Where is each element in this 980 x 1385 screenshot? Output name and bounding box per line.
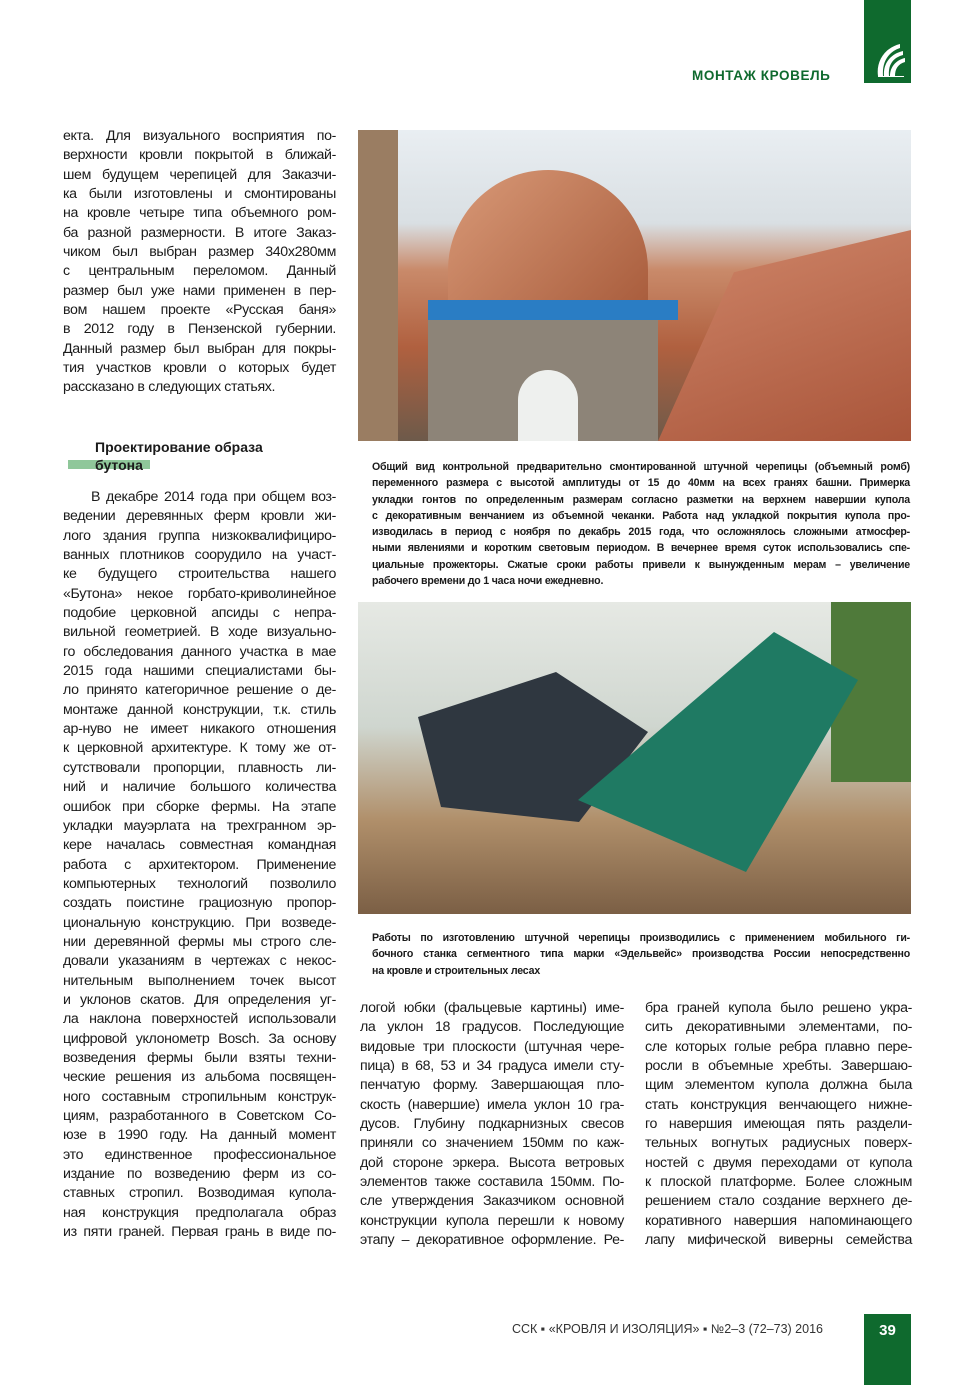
text-line: сле которых голые ребра плавно пере- <box>645 1038 912 1055</box>
text-line: на кровле и строительных лесах <box>372 964 541 977</box>
text-line: Работы по изготовлению штучной черепицы производились с применением мобильного ги- <box>372 932 910 944</box>
text-line: 2015 года нашими специалистами бы- <box>63 663 336 680</box>
text-line: ба разной размерности. В итоге Заказ- <box>63 224 336 241</box>
text-line: с декоративным венчанием из объемной чеканки. Работа над укладкой покрытия купола про- <box>372 509 910 522</box>
text-line: к церковной архитектуре. К тому же от- <box>63 740 336 757</box>
text-line: скость (навершие) имела уклон 10 гра- <box>360 1096 624 1113</box>
text-line: ар-нуво не имеет никакого отношения <box>63 721 336 738</box>
text-line: из пяти граней. Первая грань в виде по- <box>63 1224 336 1241</box>
text-line: екта. Для визуального восприятия по- <box>63 128 336 144</box>
text-line: Данный размер был выбран для покры- <box>63 340 336 357</box>
text-line: дусов. Глубину подкарнизных свесов <box>360 1116 624 1133</box>
column-1-intro <box>63 127 336 398</box>
text-line: ошибок при сборке фермы. На этапе <box>63 798 336 815</box>
text-line: лого здания группа низкоквалифициро- <box>63 527 336 544</box>
section-heading-line: Проектирование образа <box>95 439 263 455</box>
text-line: дой стороне эркера. Высота ветровых <box>360 1154 624 1171</box>
text-line: довали указаниям в чертежах с некос- <box>63 953 336 970</box>
text-line: тия участков кровли о которых будет <box>63 360 336 377</box>
text-line: это единственное профессиональное <box>63 1146 336 1163</box>
text-line: вом нашем проекте «Русская баня» <box>63 302 336 319</box>
photo-dome-tiles <box>358 130 911 441</box>
section-heading <box>95 438 263 474</box>
text-line: пенчатую форму. Завершающая пло- <box>360 1077 624 1094</box>
text-line: сутствовали пропорции, плавность ли- <box>63 759 336 776</box>
text-line: подобие церковной апсиды с непра- <box>63 605 336 622</box>
text-line: работа с архитектором. Применение <box>63 856 336 873</box>
text-line: на кровле четыре типа объемного ром- <box>63 205 336 222</box>
text-line: Общий вид контрольной предварительно смонтированной штучной черепицы (объемный ромб) <box>372 461 910 473</box>
text-line: видовые три плоскости (штучная чере- <box>360 1038 624 1055</box>
text-line: в 2012 году в Пензенской губернии. <box>63 321 336 338</box>
text-line: росли в объемные хребты. Завершаю- <box>645 1058 912 1075</box>
text-line: нии деревянной фермы мы строго сле- <box>63 933 336 950</box>
photo-bending-machine <box>358 602 911 914</box>
text-line: компьютерных технологий позволило <box>63 875 336 892</box>
text-line: ло принято категоричное решение о де- <box>63 682 336 699</box>
magazine-logo <box>864 0 911 83</box>
section-heading-line: бутона <box>95 457 143 473</box>
text-line: решением стало создание верхнего де- <box>645 1193 912 1210</box>
text-line: тельных вогнутых радиусных поверх- <box>645 1135 912 1152</box>
footer-publication: ССК ▪ «КРОВЛЯ И ИЗОЛЯЦИЯ» ▪ №2–3 (72–73) 2016 <box>512 1322 823 1336</box>
text-line: создать поистине грациозную пропор- <box>63 895 336 912</box>
text-line: ная конструкция предполагала образ <box>63 1204 336 1221</box>
text-line: щим элементом купола должна была <box>645 1077 912 1094</box>
text-line: ке будущего строительства нашего <box>63 566 336 583</box>
text-line: циональную конструкцию. При возведе- <box>63 914 336 931</box>
text-line: с центральным переломом. Данный <box>63 263 336 280</box>
text-line: рабочего времени до 1 часа ночи ежедневно. <box>372 575 604 588</box>
text-line: возведения фермы были взяты техни- <box>63 1049 336 1066</box>
text-line: цифровой уклонометр Bosch. За основу <box>63 1030 336 1047</box>
text-line: сле утверждения Заказчиком основной <box>360 1193 624 1210</box>
text-line: этапу – декоративное оформление. Ре- <box>360 1232 624 1249</box>
text-line: нительным выполнением точек высот <box>63 972 336 989</box>
section-title: МОНТАЖ КРОВЕЛЬ <box>692 68 831 83</box>
text-line: ла уклон 18 градусов. Последующие <box>360 1019 624 1036</box>
text-line: ний и наличие большого количества <box>63 779 336 796</box>
text-line: «Бутона» некое горбато-криволинейное <box>63 585 336 602</box>
text-line: верхности кровли покрытой в ближай- <box>63 147 336 164</box>
text-line: ка были изготовлены и смонтированы <box>63 186 336 203</box>
text-line: приняли со значением 150мм по каж- <box>360 1135 624 1152</box>
text-line: укладки гонтов по определенным размерам согласно разметки на верхнем навершии купола <box>372 493 910 506</box>
page-number: 39 <box>864 1314 911 1385</box>
text-line: логой юбки (фальцевые картины) име- <box>360 1000 624 1016</box>
text-line: рассказано в следующих статьях. <box>63 379 276 396</box>
text-line: кере началась совместная командная <box>63 837 336 854</box>
text-line: сить декоративными элементами, по- <box>645 1019 912 1036</box>
text-line: го обследования данного участка в мае <box>63 643 336 660</box>
text-line: ванных плотников соорудило на участ- <box>63 547 336 564</box>
text-line: стать конструкция венчающего нижне- <box>645 1096 912 1113</box>
text-line: размер был уже нами применен в пер- <box>63 282 336 299</box>
text-line: лапу мифической виверны семейства <box>645 1232 912 1249</box>
text-line: ного составным стропильным конструк- <box>63 1088 336 1105</box>
column-3-body <box>645 999 912 1250</box>
text-line: конструкции купола перешли к новому <box>360 1212 624 1229</box>
text-line: укладки мауэрлата на трехгранном эр- <box>63 817 336 834</box>
text-line: изводилась в период с ноября по декабрь 2015 года, что осложнялось сложными атмосфер- <box>372 526 910 539</box>
text-line: го навершия имеющая пять раздели- <box>645 1116 912 1133</box>
leaf-stripes-logo-icon <box>870 40 906 80</box>
text-line: коративного навершия напоминающего <box>645 1212 912 1229</box>
text-line: бочного станка сегментного типа марки «Эдельвейс» производства России непосредственно <box>372 948 910 961</box>
text-line: циям, разработанного в Советском Со- <box>63 1108 336 1124</box>
text-line: юзе в 1990 году. На данный момент <box>63 1127 336 1144</box>
column-2-body <box>360 999 624 1250</box>
text-line: вильной геометрией. В ходе визуально- <box>63 624 336 641</box>
text-line: к плоской платформе. Более сложным <box>645 1174 912 1191</box>
text-line: ными явлениями и коротким световым периодом. В вечернее время суток использовались спе- <box>372 542 910 555</box>
text-line: В декабре 2014 года при общем воз- <box>91 489 336 505</box>
photo-2-caption <box>372 930 910 979</box>
text-line: пица) в 68, 53 и 34 градуса имели сту- <box>360 1058 624 1075</box>
text-line: издание по возведению ферм из со- <box>63 1166 336 1183</box>
text-line: чиком был выбран размер 340х280мм <box>63 244 336 261</box>
text-line: переменного размера с высотой амплитуды от 15 до 40мм на всех гранях башни. Примерка <box>372 477 910 490</box>
text-line: циальные прожекторы. Сжатые сроки работы привели к вынужденным мерам – увеличение <box>372 558 910 571</box>
text-line: бра граней купола было решено укра- <box>645 1000 912 1016</box>
text-line: ставных стропил. Возводимая купола- <box>63 1185 336 1202</box>
text-line: ностей с двумя переходами от купола <box>645 1154 912 1171</box>
text-line: ла наклона поверхностей использовали <box>63 1011 336 1028</box>
text-line: ведении деревянных ферм кровли жи- <box>63 508 336 525</box>
column-1-body <box>63 488 336 1242</box>
photo-1-caption <box>372 459 910 589</box>
text-line: монтаже данной конструкции, т.к. стиль <box>63 701 336 718</box>
text-line: ческие решения из альбома посвящен- <box>63 1069 336 1086</box>
text-line: шем будущем черепицей для Заказчи- <box>63 166 336 183</box>
text-line: и уклонов скатов. Для определения уг- <box>63 991 336 1008</box>
text-line: элементов также составила 150мм. По- <box>360 1174 624 1191</box>
